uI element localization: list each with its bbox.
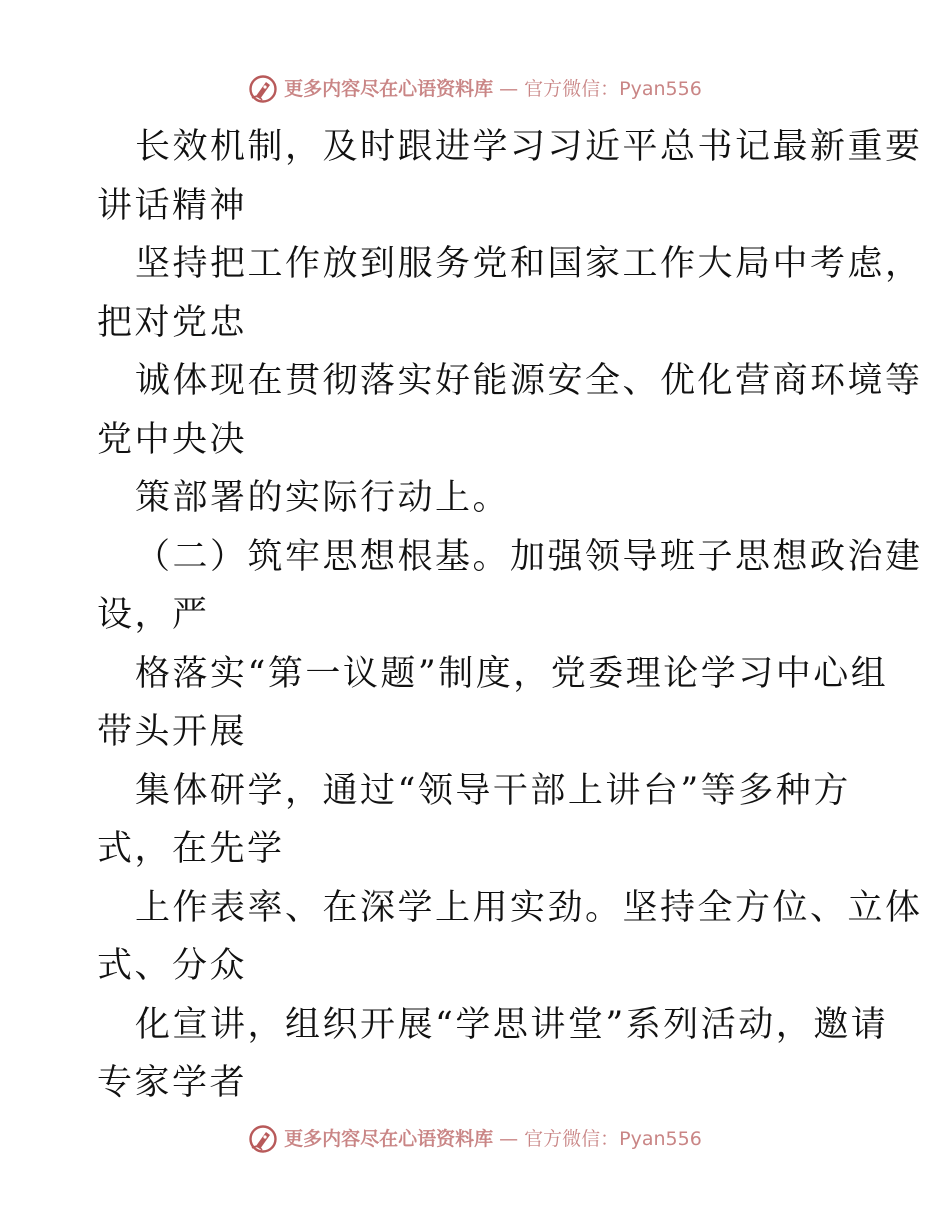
header-site-text: 更多内容尽在心语资料库 [284, 78, 494, 100]
body-line: 式，在先学 [97, 829, 285, 869]
document-body [97, 118, 923, 1113]
header-separator: — [499, 78, 519, 100]
body-line: 式、分众 [97, 946, 248, 986]
body-line: 讲话精神 [97, 185, 248, 226]
body-line: 坚持把工作放到服务党和国家工作大局中考虑， [135, 244, 923, 284]
header-wechat-text: 官方微信：Pyan556 [524, 78, 702, 100]
body-line: 专家学者 [97, 1063, 248, 1103]
body-line: 格落实“第一议题”制度，党委理论学习中心组 [135, 653, 889, 694]
body-line: 集体研学，通过“领导干部上讲台”等多种方 [135, 770, 851, 811]
footer-wechat-text: 官方微信：Pyan556 [524, 1128, 702, 1150]
body-line: 诚体现在贯彻落实好能源安全、优化营商环境等 [135, 361, 923, 401]
body-line: 设，严 [97, 595, 210, 635]
body-line: 把对党忠 [97, 302, 248, 343]
footer-site-text: 更多内容尽在心语资料库 [284, 1128, 494, 1150]
pen-nib-circle-icon [248, 1124, 278, 1154]
body-line: 策部署的实际行动上。 [135, 478, 511, 518]
body-line: 党中央决 [97, 419, 248, 460]
pen-nib-circle-icon [248, 74, 278, 104]
body-line: 化宣讲，组织开展“学思讲堂”系列活动，邀请 [135, 1004, 889, 1045]
footer-banner [0, 1124, 950, 1154]
body-line: 长效机制，及时跟进学习习近平总书记最新重要 [135, 127, 923, 167]
header-banner [0, 74, 950, 104]
body-line: 带头开展 [97, 712, 248, 752]
body-line: （二）筑牢思想根基。加强领导班子思想政治建 [135, 536, 923, 577]
body-line: 上作表率、在深学上用实劲。坚持全方位、立体 [135, 887, 923, 928]
footer-separator: — [499, 1128, 519, 1150]
